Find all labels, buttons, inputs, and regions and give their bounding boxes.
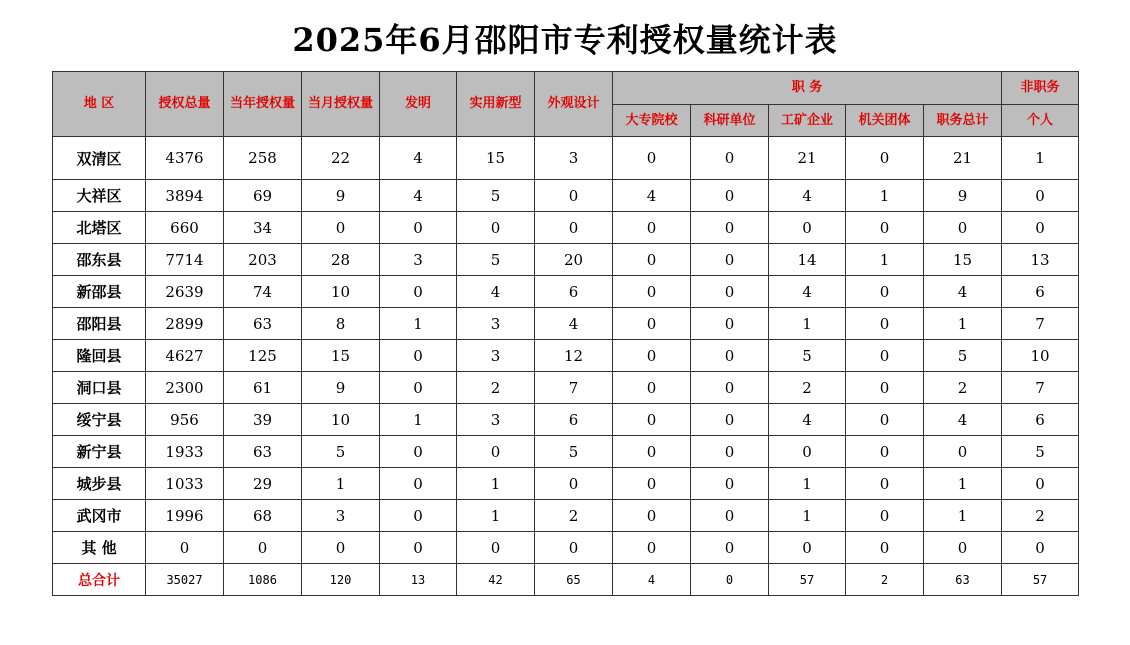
- cell-invention: 0: [380, 276, 457, 308]
- cell-year: 68: [224, 500, 302, 532]
- cell-area: 隆回县: [53, 340, 146, 372]
- cell-area: 城步县: [53, 468, 146, 500]
- cell-month: 10: [302, 276, 380, 308]
- cell-year: 74: [224, 276, 302, 308]
- table-row: [53, 404, 1079, 436]
- header-month-grants: 当月授权量: [302, 72, 380, 137]
- cell-research: 0: [691, 340, 769, 372]
- cell-month: 9: [302, 372, 380, 404]
- cell-individual: 6: [1002, 276, 1079, 308]
- cell-year: 69: [224, 180, 302, 212]
- cell-institution: 1: [846, 244, 924, 276]
- table-row: [53, 340, 1079, 372]
- cell-service-total: 1: [924, 468, 1002, 500]
- cell-college: 0: [613, 212, 691, 244]
- cell-college: 0: [613, 500, 691, 532]
- cell-month: 120: [302, 564, 380, 596]
- cell-year: 63: [224, 308, 302, 340]
- cell-design: 6: [535, 404, 613, 436]
- cell-total: 4627: [146, 340, 224, 372]
- cell-college: 0: [613, 244, 691, 276]
- cell-invention: 0: [380, 500, 457, 532]
- cell-month: 3: [302, 500, 380, 532]
- cell-institution: 0: [846, 372, 924, 404]
- table-row: [53, 500, 1079, 532]
- cell-design: 0: [535, 180, 613, 212]
- cell-month: 9: [302, 180, 380, 212]
- cell-research: 0: [691, 564, 769, 596]
- cell-month: 0: [302, 532, 380, 564]
- cell-research: 0: [691, 137, 769, 180]
- cell-individual: 7: [1002, 308, 1079, 340]
- cell-college: 0: [613, 404, 691, 436]
- cell-research: 0: [691, 276, 769, 308]
- cell-industry: 14: [769, 244, 846, 276]
- cell-year: 63: [224, 436, 302, 468]
- cell-month: 5: [302, 436, 380, 468]
- header-area: 地 区: [53, 72, 146, 137]
- cell-institution: 0: [846, 500, 924, 532]
- cell-area: 其 他: [53, 532, 146, 564]
- header-college: 大专院校: [613, 105, 691, 137]
- cell-industry: 1: [769, 500, 846, 532]
- cell-research: 0: [691, 500, 769, 532]
- cell-design: 0: [535, 532, 613, 564]
- cell-service-total: 9: [924, 180, 1002, 212]
- cell-invention: 13: [380, 564, 457, 596]
- table-row: [53, 372, 1079, 404]
- cell-total: 1996: [146, 500, 224, 532]
- header-research: 科研单位: [691, 105, 769, 137]
- cell-month: 0: [302, 212, 380, 244]
- cell-invention: 4: [380, 180, 457, 212]
- cell-utility: 1: [457, 500, 535, 532]
- cell-individual: 13: [1002, 244, 1079, 276]
- cell-service-total: 1: [924, 500, 1002, 532]
- cell-area: 洞口县: [53, 372, 146, 404]
- cell-design: 65: [535, 564, 613, 596]
- cell-invention: 1: [380, 308, 457, 340]
- cell-research: 0: [691, 212, 769, 244]
- cell-total: 956: [146, 404, 224, 436]
- cell-service-total: 15: [924, 244, 1002, 276]
- cell-invention: 0: [380, 340, 457, 372]
- table-row: [53, 276, 1079, 308]
- cell-college: 0: [613, 372, 691, 404]
- cell-industry: 0: [769, 436, 846, 468]
- cell-institution: 0: [846, 276, 924, 308]
- cell-utility: 3: [457, 404, 535, 436]
- cell-invention: 3: [380, 244, 457, 276]
- table-row: [53, 468, 1079, 500]
- header-industry: 工矿企业: [769, 105, 846, 137]
- table-row: [53, 532, 1079, 564]
- cell-utility: 4: [457, 276, 535, 308]
- cell-research: 0: [691, 404, 769, 436]
- cell-individual: 7: [1002, 372, 1079, 404]
- cell-institution: 0: [846, 404, 924, 436]
- cell-individual: 1: [1002, 137, 1079, 180]
- table-row: [53, 244, 1079, 276]
- cell-total: 660: [146, 212, 224, 244]
- cell-research: 0: [691, 436, 769, 468]
- cell-research: 0: [691, 532, 769, 564]
- header-utility-model: 实用新型: [457, 72, 535, 137]
- cell-total: 3894: [146, 180, 224, 212]
- cell-college: 4: [613, 180, 691, 212]
- cell-area: 新宁县: [53, 436, 146, 468]
- cell-college: 0: [613, 137, 691, 180]
- total-row: [53, 564, 1079, 596]
- cell-service-total: 63: [924, 564, 1002, 596]
- cell-design: 20: [535, 244, 613, 276]
- cell-design: 3: [535, 137, 613, 180]
- cell-invention: 0: [380, 468, 457, 500]
- header-service-group: 职 务: [613, 72, 1002, 105]
- cell-industry: 1: [769, 308, 846, 340]
- cell-individual: 0: [1002, 212, 1079, 244]
- cell-institution: 0: [846, 468, 924, 500]
- cell-utility: 0: [457, 212, 535, 244]
- cell-area: 北塔区: [53, 212, 146, 244]
- cell-industry: 57: [769, 564, 846, 596]
- cell-month: 22: [302, 137, 380, 180]
- header-individual: 个人: [1002, 105, 1079, 137]
- cell-total: 35027: [146, 564, 224, 596]
- cell-utility: 3: [457, 308, 535, 340]
- cell-invention: 0: [380, 212, 457, 244]
- cell-industry: 21: [769, 137, 846, 180]
- cell-design: 0: [535, 468, 613, 500]
- cell-utility: 1: [457, 468, 535, 500]
- cell-service-total: 5: [924, 340, 1002, 372]
- table-header: [53, 72, 1079, 137]
- table-row: [53, 308, 1079, 340]
- cell-utility: 15: [457, 137, 535, 180]
- cell-invention: 0: [380, 436, 457, 468]
- cell-total: 4376: [146, 137, 224, 180]
- patent-stats-table: [52, 71, 1079, 596]
- cell-individual: 10: [1002, 340, 1079, 372]
- cell-utility: 0: [457, 436, 535, 468]
- cell-service-total: 0: [924, 436, 1002, 468]
- cell-research: 0: [691, 372, 769, 404]
- cell-individual: 2: [1002, 500, 1079, 532]
- header-year-grants: 当年授权量: [224, 72, 302, 137]
- header-service-total: 职务总计: [924, 105, 1002, 137]
- cell-college: 0: [613, 308, 691, 340]
- cell-institution: 0: [846, 532, 924, 564]
- cell-area: 大祥区: [53, 180, 146, 212]
- cell-total: 1033: [146, 468, 224, 500]
- cell-service-total: 2: [924, 372, 1002, 404]
- cell-year: 258: [224, 137, 302, 180]
- cell-service-total: 1: [924, 308, 1002, 340]
- page-title: 2025年6月邵阳市专利授权量统计表: [292, 21, 838, 59]
- cell-college: 0: [613, 436, 691, 468]
- cell-area: 武冈市: [53, 500, 146, 532]
- cell-design: 7: [535, 372, 613, 404]
- cell-year: 34: [224, 212, 302, 244]
- cell-design: 2: [535, 500, 613, 532]
- cell-total: 2899: [146, 308, 224, 340]
- cell-area: 绥宁县: [53, 404, 146, 436]
- cell-industry: 1: [769, 468, 846, 500]
- cell-total: 1933: [146, 436, 224, 468]
- cell-design: 4: [535, 308, 613, 340]
- cell-individual: 0: [1002, 532, 1079, 564]
- cell-utility: 42: [457, 564, 535, 596]
- cell-invention: 0: [380, 372, 457, 404]
- cell-college: 0: [613, 276, 691, 308]
- cell-area: 邵东县: [53, 244, 146, 276]
- cell-industry: 0: [769, 212, 846, 244]
- cell-month: 8: [302, 308, 380, 340]
- cell-invention: 4: [380, 137, 457, 180]
- cell-total: 7714: [146, 244, 224, 276]
- cell-year: 203: [224, 244, 302, 276]
- cell-individual: 5: [1002, 436, 1079, 468]
- cell-college: 4: [613, 564, 691, 596]
- header-total-grants: 授权总量: [146, 72, 224, 137]
- cell-invention: 0: [380, 532, 457, 564]
- cell-area: 总合计: [53, 564, 146, 596]
- cell-institution: 1: [846, 180, 924, 212]
- cell-total: 2300: [146, 372, 224, 404]
- cell-service-total: 21: [924, 137, 1002, 180]
- cell-individual: 0: [1002, 180, 1079, 212]
- cell-total: 2639: [146, 276, 224, 308]
- cell-service-total: 0: [924, 212, 1002, 244]
- cell-industry: 0: [769, 532, 846, 564]
- table-row: [53, 436, 1079, 468]
- cell-institution: 0: [846, 340, 924, 372]
- cell-individual: 0: [1002, 468, 1079, 500]
- cell-research: 0: [691, 244, 769, 276]
- cell-design: 0: [535, 212, 613, 244]
- cell-college: 0: [613, 340, 691, 372]
- cell-year: 1086: [224, 564, 302, 596]
- cell-invention: 1: [380, 404, 457, 436]
- cell-utility: 3: [457, 340, 535, 372]
- cell-service-total: 4: [924, 404, 1002, 436]
- cell-institution: 0: [846, 212, 924, 244]
- table-body: [53, 137, 1079, 596]
- cell-year: 0: [224, 532, 302, 564]
- cell-industry: 5: [769, 340, 846, 372]
- cell-utility: 2: [457, 372, 535, 404]
- cell-research: 0: [691, 308, 769, 340]
- cell-month: 10: [302, 404, 380, 436]
- cell-year: 29: [224, 468, 302, 500]
- cell-service-total: 0: [924, 532, 1002, 564]
- cell-research: 0: [691, 180, 769, 212]
- cell-month: 28: [302, 244, 380, 276]
- table-row: [53, 180, 1079, 212]
- cell-institution: 0: [846, 436, 924, 468]
- cell-area: 邵阳县: [53, 308, 146, 340]
- cell-utility: 5: [457, 244, 535, 276]
- cell-research: 0: [691, 468, 769, 500]
- header-institution: 机关团体: [846, 105, 924, 137]
- cell-utility: 0: [457, 532, 535, 564]
- cell-year: 61: [224, 372, 302, 404]
- cell-design: 5: [535, 436, 613, 468]
- cell-industry: 2: [769, 372, 846, 404]
- cell-service-total: 4: [924, 276, 1002, 308]
- cell-month: 1: [302, 468, 380, 500]
- header-design: 外观设计: [535, 72, 613, 137]
- cell-design: 6: [535, 276, 613, 308]
- cell-individual: 57: [1002, 564, 1079, 596]
- cell-industry: 4: [769, 276, 846, 308]
- header-non-service-group: 非职务: [1002, 72, 1079, 105]
- cell-total: 0: [146, 532, 224, 564]
- cell-industry: 4: [769, 404, 846, 436]
- cell-institution: 0: [846, 137, 924, 180]
- cell-individual: 6: [1002, 404, 1079, 436]
- cell-utility: 5: [457, 180, 535, 212]
- cell-year: 125: [224, 340, 302, 372]
- header-invention: 发明: [380, 72, 457, 137]
- cell-month: 15: [302, 340, 380, 372]
- table-row: [53, 212, 1079, 244]
- cell-institution: 0: [846, 308, 924, 340]
- cell-year: 39: [224, 404, 302, 436]
- cell-industry: 4: [769, 180, 846, 212]
- cell-area: 新邵县: [53, 276, 146, 308]
- cell-area: 双清区: [53, 137, 146, 180]
- table-row: [53, 137, 1079, 180]
- cell-institution: 2: [846, 564, 924, 596]
- cell-college: 0: [613, 532, 691, 564]
- cell-college: 0: [613, 468, 691, 500]
- cell-design: 12: [535, 340, 613, 372]
